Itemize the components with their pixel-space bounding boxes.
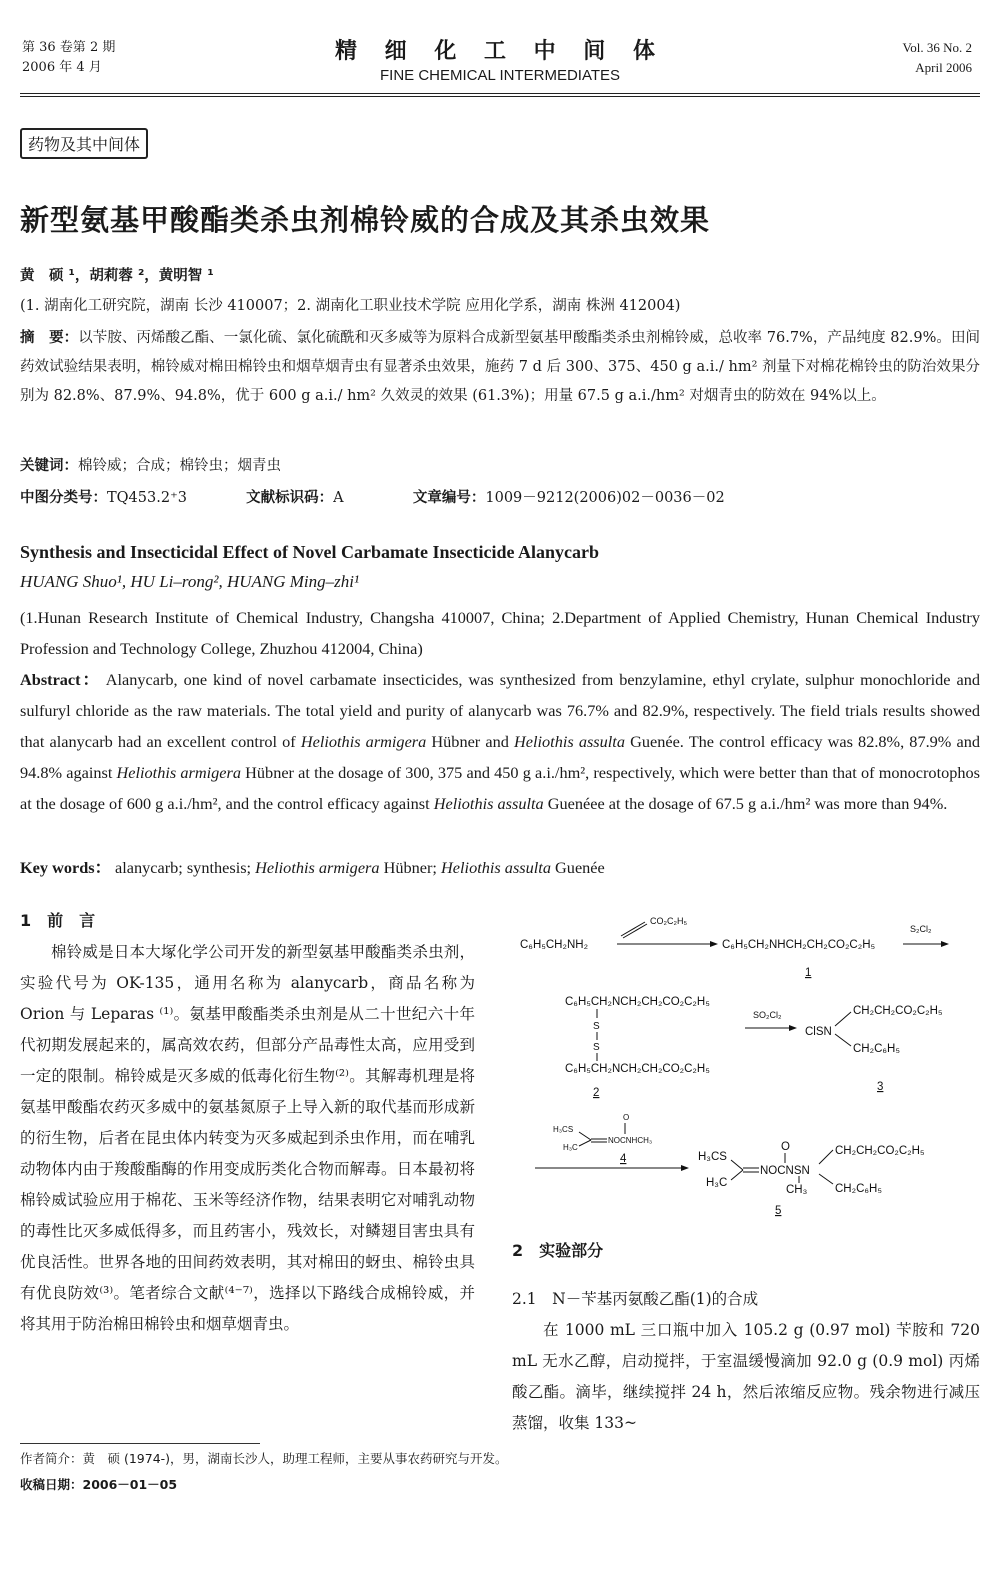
ethyl-acrylate-label: CO₂C₂H₅ xyxy=(650,916,688,926)
acrylate-double-bond xyxy=(621,922,645,936)
reagent-s2cl2: S₂Cl₂ xyxy=(910,924,932,934)
reaction-arrow-3-head xyxy=(789,1025,797,1031)
keywords-cn-label: 关键词： xyxy=(20,458,78,474)
classification-line xyxy=(20,484,980,513)
english-abstract-part1: Alanycarb, one kind of novel carbamate insecticides, was synthesized from benzylamine, ethyl crylate, sulphur monochloride and sulfuryl chloride as the raw materials. The total yield and purity of alanycarb was 76.7% and 82.9%, respectively. The field trials results showed that alanycarb had an excellent control of xyxy=(20,670,981,751)
reagent-so2cl2: SO₂Cl₂ xyxy=(753,1010,782,1020)
section-tag: 药物及其中间体 xyxy=(20,128,148,159)
compound-5-nme: CH₃ xyxy=(786,1184,808,1196)
article-number-value: 1009－9212(2006)02－0036－02 xyxy=(485,490,725,506)
bond-5-a xyxy=(731,1160,743,1170)
compound-2-bottom: C₆H₅CH₂NCH₂CH₂CO₂C₂H₅ xyxy=(565,1063,710,1075)
article-title: 新型氨基甲酸酯类杀虫剂棉铃威的合成及其杀虫效果 xyxy=(20,203,711,237)
compound-5-top: CH₂CH₂CO₂C₂H₅ xyxy=(835,1145,925,1157)
compound-2-sulfur-2: S xyxy=(593,1042,600,1053)
reaction-arrow-4-head xyxy=(681,1165,689,1171)
english-authors: HUANG Shuo¹, HU Li–rong², HUANG Ming–zhi¹ xyxy=(20,572,360,591)
english-abstract-label: Abstract： xyxy=(20,670,101,689)
journal-issue-en xyxy=(903,38,972,78)
compound-2-sulfur-1: S xyxy=(593,1021,600,1032)
footnote-author: 作者简介：黄 硕 (1974-)，男，湖南长沙人，助理工程师，主要从事农药研究与开发。 xyxy=(20,1451,508,1466)
label-compound-2: 2 xyxy=(593,1087,600,1099)
compound-5-oxygen: O xyxy=(781,1141,790,1153)
authors-cn xyxy=(20,262,980,291)
journal-name-en: FINE CHEMICAL INTERMEDIATES xyxy=(379,67,621,84)
keywords-cn-text: 棉铃威；合成；棉铃虫；烟青虫 xyxy=(78,458,281,474)
english-keywords-2: Hübner; xyxy=(383,858,437,877)
date-line-cn: 2006 年 4 月 xyxy=(22,60,102,75)
section-2-1-text: 在 1000 mL 三口瓶中加入 105.2 g (0.97 mol) 苄胺和 720 mL 无水乙醇，启动搅拌，于室温缓慢滴加 92.0 g (0.9 mol) 丙烯酸乙酯。滴毕，继续搅拌 24 h，然后浓缩反应物。残余物进行减压蒸馏，收集 133~ xyxy=(512,1321,980,1432)
keywords-cn xyxy=(20,452,980,481)
introduction-text: 棉铃威是日本大塚化学公司开发的新型氨基甲酸酯类杀虫剂，实验代号为 OK-135，通用名称为 alanycarb，商品名称为 Orion 与 Leparas ⁽¹⁾。氨基甲酸酯类杀虫剂是从二十世纪六十年代初期发展起来的，属高效农药，但部分产品毒性太高，应用受到一定的限制。棉铃威是灭多威的低毒化衍生物⁽²⁾。其解毒机理是将氨基甲酸酯农药灭多威中的氨基氮原子上导入新的取代基而形成新的衍生物，后者在昆虫体内转变为灭多威起到杀虫作用，而在哺乳动物体内由于羧酸酯酶的作用变成肟类化合物而解毒。日本最初将棉铃威试验应用于棉花、玉米等经济作物，结果表明它对哺乳动物的毒性比灭多威低得多，而且药害小，残效长，对鳞翅目害虫具有优良活性。世界各地的田间药效表明，其对棉田的蚜虫、棉铃虫具有优良防效⁽³⁾。笔者综合文献⁽⁴⁻⁷⁾，选择以下路线合成棉铃威，并将其用于防治棉田棉铃虫和烟草烟青虫。 xyxy=(20,943,475,1333)
section-1-heading: 1 前 言 xyxy=(20,911,96,930)
compound-4-sme: H₃CS xyxy=(553,1125,574,1134)
bond-3-top xyxy=(835,1012,851,1026)
species-name-2b: Heliothis assulta xyxy=(433,794,544,813)
compound-2-top: C₆H₅CH₂NCH₂CH₂CO₂C₂H₅ xyxy=(565,996,710,1008)
class-label: 中图分类号： xyxy=(20,490,107,506)
doc-code-label: 文献标识码： xyxy=(246,490,334,506)
bond-4-a xyxy=(579,1132,591,1140)
introduction-section xyxy=(20,908,475,1340)
label-compound-5: 5 xyxy=(775,1205,782,1217)
compound-5-me: H₃C xyxy=(706,1177,728,1189)
compound-5-sme: H₃CS xyxy=(698,1151,727,1163)
synthesis-scheme xyxy=(505,910,985,1220)
affiliation-cn: (1. 湖南化工研究院，湖南 长沙 410007；2. 湖南化工职业技术学院 应用化学系，湖南 株洲 412004) xyxy=(20,298,681,314)
bond-4-b xyxy=(579,1140,591,1146)
english-keywords-species-1: Heliothis armigera xyxy=(255,858,380,877)
author-names-cn: 黄 硕 ¹，胡莉蓉 ²，黄明智 ¹ xyxy=(20,268,214,284)
label-compound-1: 1 xyxy=(805,967,812,979)
bond-5-down xyxy=(819,1174,833,1184)
article-number-label: 文章编号： xyxy=(412,490,486,506)
compound-4-chain: NOCNHCH₃ xyxy=(608,1136,653,1145)
section-2-heading: 2 实验部分 xyxy=(512,1241,604,1260)
compound-1: C₆H₅CH₂NHCH₂CH₂CO₂C₂H₅ xyxy=(722,939,876,951)
journal-name-cn: 精 细 化 工 中 间 体 xyxy=(335,39,665,64)
compound-5-chain: NOCNSN xyxy=(760,1165,810,1177)
date-line-en: April 2006 xyxy=(915,60,972,75)
footnote-received-date: 收稿日期：2006－01－05 xyxy=(20,1477,178,1492)
english-keywords-label: Key words： xyxy=(20,858,111,877)
reaction-arrow-2-head xyxy=(941,941,949,947)
species-name-2: Heliothis assulta xyxy=(514,732,625,751)
journal-name xyxy=(0,34,1000,84)
acrylate-bond xyxy=(623,924,647,938)
bond-5-up xyxy=(819,1150,833,1164)
english-keywords-3: Guenée xyxy=(555,858,605,877)
bond-3-bottom xyxy=(835,1034,851,1046)
english-keywords-species-2: Heliothis assulta xyxy=(441,858,551,877)
reaction-arrow-1-head xyxy=(710,941,718,947)
english-abstract-part3: Hübner at the dosage of 300, 375 and 450 g a.i./hm², respectively, which were better than that of monocrotophos at the dosage of 600 g a.i./hm², and the control efficacy against xyxy=(20,763,980,813)
doc-code-value: A xyxy=(333,490,344,506)
english-keywords-1: alanycarb; synthesis; xyxy=(114,858,252,877)
benzylamine: C₆H₅CH₂NH₂ xyxy=(520,939,589,951)
english-title: Synthesis and Insecticidal Effect of Novel Carbamate Insecticide Alanycarb xyxy=(20,542,599,562)
header-rule-bottom xyxy=(20,96,980,97)
species-name-1b: Heliothis armigera xyxy=(116,763,241,782)
bond-5-b xyxy=(731,1170,743,1180)
english-keywords xyxy=(20,852,980,883)
abstract-cn xyxy=(20,324,980,411)
abstract-cn-text: 以苄胺、丙烯酸乙酯、一氯化硫、氯化硫酰和灭多威等为原料合成新型氨基甲酸酯类杀虫剂棉铃威，总收率 76.7%，产品纯度 82.9%。田间药效试验结果表明，棉铃威对棉田棉铃虫和烟草烟青虫有显著杀虫效果，施药 7 d 后 300、375、450 g a.i./ hm² 剂量下对棉花棉铃虫的防治效果分别为 82.8%、87.9%、94.8%，优于 600 g a.i./ hm² 久效灵的效果 (61.3%)；用量 67.5 g a.i./hm² 对烟青虫的防效在 94%以上。 xyxy=(20,330,981,404)
species-name-1: Heliothis armigera xyxy=(300,732,427,751)
english-affiliation: (1.Hunan Research Institute of Chemical Industry, Changsha 410007, China; 2.Department of Applied Chemistry, Hunan Chemical Industry Profession and Technology College, Zhuzhou 412004, China) xyxy=(20,608,980,658)
english-abstract xyxy=(20,664,980,819)
compound-3-core: ClSN xyxy=(805,1026,832,1038)
class-value: TQ453.2⁺3 xyxy=(107,490,187,506)
hubner-and: Hübner and xyxy=(431,732,509,751)
experimental-section xyxy=(512,1238,980,1439)
issue-line-cn: 第 36 卷第 2 期 xyxy=(22,40,116,55)
compound-3-top: CH₂CH₂CO₂C₂H₅ xyxy=(853,1005,943,1017)
label-compound-4: 4 xyxy=(620,1153,627,1165)
label-compound-3: 3 xyxy=(877,1081,884,1093)
english-abstract-part2: Guenée. The control efficacy was 82.8%, 87.9% and 94.8% against xyxy=(20,732,980,782)
footnote-rule xyxy=(20,1443,260,1444)
header-rule-top xyxy=(20,93,980,94)
compound-4-oxygen: O xyxy=(623,1113,630,1122)
compound-3-bottom: CH₂C₆H₅ xyxy=(853,1043,900,1055)
section-2-1-heading: 2.1 N－苄基丙氨酸乙酯(1)的合成 xyxy=(512,1290,759,1308)
volume-line-en: Vol. 36 No. 2 xyxy=(902,40,972,55)
abstract-cn-label: 摘 要： xyxy=(20,330,79,346)
compound-5-bottom: CH₂C₆H₅ xyxy=(835,1183,882,1195)
compound-4-me: H₃C xyxy=(563,1143,578,1152)
english-abstract-part4: Guenéee at the dosage of 67.5 g a.i./hm² was more than 94%. xyxy=(547,794,948,813)
